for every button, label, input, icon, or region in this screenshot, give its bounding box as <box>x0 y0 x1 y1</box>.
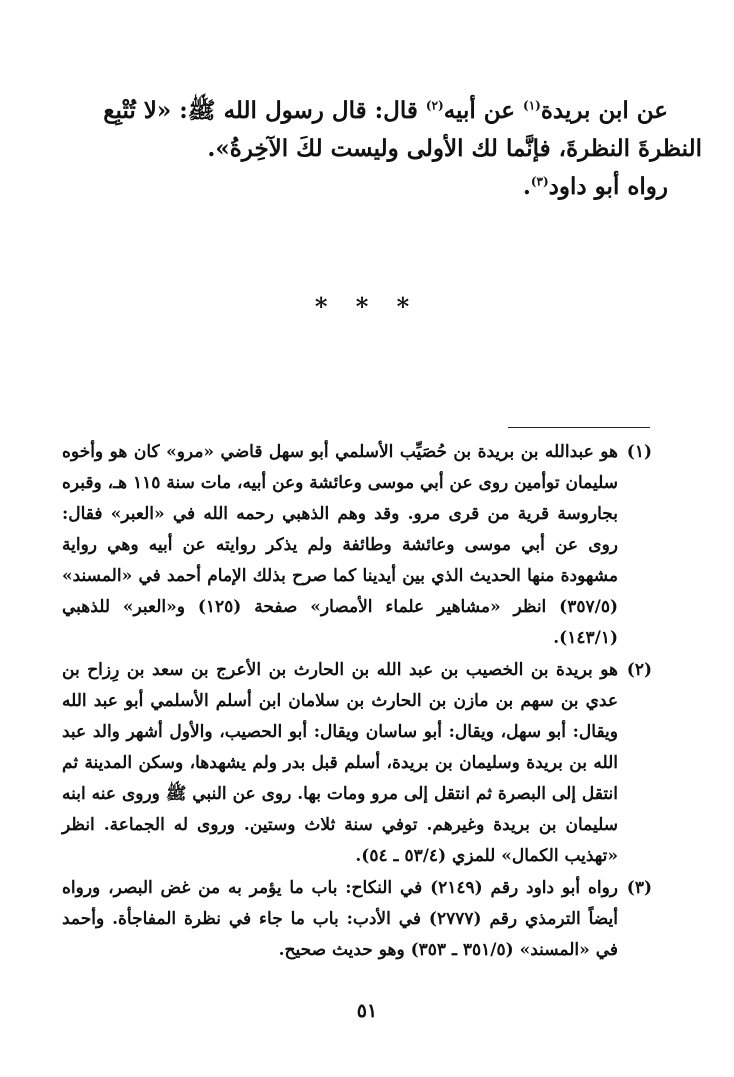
footnote-text: هو عبدالله بن بريدة بن حُصَيِّب الأسلمي أبو سهل قاضي «مرو» كان هو وأخوه سليمان توأمين روى عن أبي موسى وعائشة وعن أبيه، مات سنة ١١٥ هـ، وقبره بجاروسة قرية من قرى مرو. وقد وهم الذهبي رحمه الله في «العبر» فقال: روى عن أبي موسى وعائشة وطائفة ولم يذكر روايته عن أبيه وهي رواية مشهودة منها الحديث الذي بين أيدينا كما صرح بذلك الإمام أحمد في «المسند» (٣٥٧/٥) انظر «مشاهير علماء الأمصار» صفحة (١٢٥) و«العبر» للذهبي (١٤٣/١). <box>62 442 618 648</box>
footnote-text: رواه أبو داود رقم (٢١٤٩) في النكاح: باب ما يؤمر به من غض البصر، ورواه أيضاً الترمذي رقم (٢٧٧٧) في الأدب: باب ما جاء في نظرة المفاجأة. وأحمد في «المسند» (٣٥١/٥ ـ ٣٥٣) وهو حديث صحيح. <box>62 878 619 960</box>
footnote-ref-1[interactable]: (١) <box>523 98 541 113</box>
footnote-text: هو بريدة بن الخصيب بن عبد الله بن الحارث بن الأعرج بن سعد بن رِزاح بن عدي بن سهم بن مازن بن الحارث بن سلامان ابن أسلم الأسلمي أبو عبد الله ويقال: أبو سهل، ويقال: أبو ساسان ويقال: أبو الحصيب، والأول أشهر والد عبد الله بن بريدة وسليمان بن بريدة، أسلم قبل بدر ولم يشهدها، وسكن المدينة ثم انتقل إلى البصرة ثم انتقل إلى مرو ومات بها. روى عن النبي ﷺ وروى عنه ابنه سليمان بن بريدة وغيرهم. توفي سنة ثلاث وستين. وروى له الجماعة. انظر «تهذيب الكمال» للمزي (٥٣/٤ ـ ٥٤). <box>62 660 618 866</box>
hadith-text-end: قال: قال رسول الله ﷺ: «لا تُتْبِع النظرةَ النظرةَ، فإنَّما لك الأولى وليست لكَ الآخِرةُ». <box>103 97 702 162</box>
footnote-number: (٢) <box>626 660 652 680</box>
footnote-rule <box>508 427 650 428</box>
page-number: ٥١ <box>356 1000 378 1022</box>
footnote-number: (١) <box>626 442 652 462</box>
footnote-2 <box>62 655 652 872</box>
footnote-1 <box>62 437 652 654</box>
narrator-text: رواه أبو داود <box>548 173 668 200</box>
footnote-number: (٣) <box>626 878 652 898</box>
narration-line <box>82 168 702 206</box>
hadith-text-middle: عن أبيه <box>443 97 523 124</box>
footnote-ref-2[interactable]: (٢) <box>425 98 444 113</box>
narrator-period: . <box>522 173 531 200</box>
footnote-3 <box>62 873 652 966</box>
main-text <box>82 92 702 206</box>
footnotes <box>62 437 652 967</box>
hadith-paragraph <box>82 92 702 168</box>
footnote-ref-3[interactable]: (٣) <box>530 174 549 189</box>
section-divider: * * * <box>314 292 420 321</box>
hadith-text-start: عن ابن بريدة <box>540 97 668 124</box>
